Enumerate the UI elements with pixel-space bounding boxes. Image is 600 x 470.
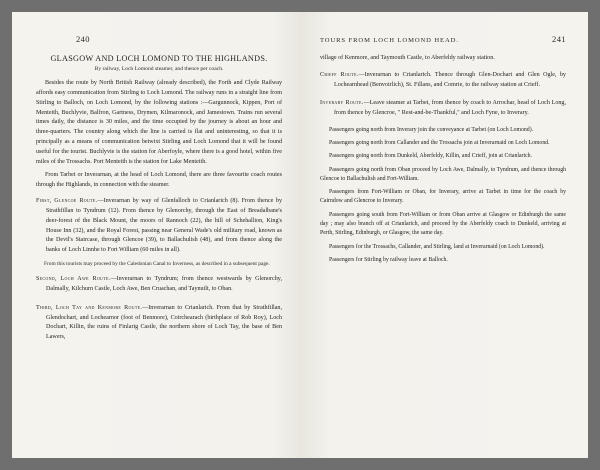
- page-header-right: [320, 34, 566, 44]
- note-item: Passengers going south from Fort-William or from Oban arrive at Glasgow or Edinburgh the same day ; may also branch off at Crianlarich, and proceed by the Aberfeldy coach to Dunkeld, arriving at Perth, Stirling, Edinburgh, or Glasgow, the same day.: [320, 211, 566, 237]
- running-head: TOURS FROM LOCH LOMOND HEAD.: [320, 37, 459, 44]
- page-number-left: 240: [76, 34, 90, 44]
- route-label: Second, Loch Awe Route.: [36, 276, 111, 283]
- route-text: —Inverarnan to Crianlarich. From that by Strathfillan, Glendochart, and Lochearnor (foot of Benmore), Coirchearach (birthplace of Rob Roy), Loch Dochart, Killin, the ruins of Finlarig Castle, the northern shore of Loch Tay, the base of Ben Lawers,: [46, 304, 282, 341]
- continuation-paragraph: village of Kenmore, and Taymouth Castle, to Aberfeldy railway station.: [320, 55, 495, 61]
- route-text: —Leave steamer at Tarbet, from thence by coach to Arrochar, head of Loch Long, from thence by Glencroe, " Rest-and-be-Thankful," and Loch Fyne, to Inverary.: [334, 100, 566, 117]
- body-paragraph: Besides the route by North British Railway (already described), the Forth and Clyde Railway affords easy communication from Stirling to Loch Lomond. The railway runs in a straight line from Stirling to Balloch, on Loch Lomond, by the following stations :—Gargunnock, Kippen, Port of Menteith, Buchlyvie, Balfron, Gartness, Drymen, Kilmaronock, and Jamestown. Trains run several times daily, the distance is 30 miles, and the time occupied by the journey is about an hour and three-quarters. The country along which the line is carried is flat and uninteresting, so that it is principally as a means of communication betwixt Stirling and Loch Lomond that it will be found useful for the tourist. Buchlyvie is the station for Aberfoyle, where there is a good hotel, within five miles of the Trossachs. Port Menteith is the station for Lake Menteith.: [36, 80, 282, 165]
- note-item: Passengers for the Trossachs, Callander, and Stirling, land at Inverarnaid (on Loch Lomond).: [329, 243, 545, 250]
- note-item: Passengers going north from Dunkeld, Aberfeldy, Killin, and Crieff, join at Crianlarich.: [329, 153, 533, 160]
- route-label: Inverary Route.: [320, 100, 364, 107]
- route-label: Third, Loch Tay and Kenmore Route.: [36, 304, 143, 311]
- right-page: [302, 12, 588, 458]
- route-list: [36, 197, 282, 342]
- route-entry: [36, 304, 282, 343]
- note-item: Passengers going north from Oban proceed by Loch Awe, Dalmally, to Tyndrum, and thence through Glencoe to Ballachulish and Fort-William.: [320, 166, 566, 182]
- route-text: —Inverarnan by way of Glenfalloch to Crianlarich (8). From thence by Strathfillan to Tyndrum (12). From thence by Glenorchy, through the East of Breadalbane's deer-forest of the Black Mount, the moors of Rannoch (22), the hill of Schehallion, King's House Inn (32), and the Royal Forest, passing near General Wade's old military road, known as the Devil's Staircase, through Glencoe (39), to Ballachulish (48), and from thence along the banks of Loch Linnhe to Fort William (60 miles in all).: [46, 198, 282, 254]
- route-text: —Inverarnan to Tyndrum; from thence westwards by Glenorchy, Dalmally, Kilchurn Castle, Loch Awe, Ben Cruachan, and Taynuilt, to Oban.: [46, 276, 282, 293]
- route-list: [320, 71, 566, 119]
- note-item: Passengers for Stirling by railway leave at Balloch.: [329, 256, 448, 263]
- route-entry: [36, 275, 282, 295]
- page-title: GLASGOW AND LOCH LOMOND TO THE HIGHLANDS.: [50, 54, 268, 63]
- route-text: —Inverarnan to Crianlarich. Thence through Glen-Dochart and Glen Ogle, by Lochearnhead (Benvoirlich), St. Fillans, and Comrie, to the railway station at Crieff.: [334, 71, 566, 88]
- left-page: [12, 12, 302, 458]
- route-label: Crieff Route.: [320, 71, 359, 78]
- notes-list: [320, 126, 566, 265]
- page-subtitle: By railway, Loch Lomond steamer, and thence per coach.: [94, 66, 224, 72]
- note-item: Passengers from Fort-William or Oban, for Inverary, arrive at Tarbet in time for the coach by Cairndow and Glencroe to Inverary.: [320, 189, 566, 205]
- note-item: Passengers going north from Inverary join the conveyance at Tarbet (on Loch Lomond).: [329, 126, 534, 133]
- route-label: First, Glencoe Route.: [36, 198, 98, 205]
- route-note: From this tourists may proceed by the Caledonian Canal to Inverness, as described in a subsequent page.: [44, 260, 270, 267]
- route-entry: [320, 71, 566, 91]
- route-entry: [36, 197, 282, 256]
- page-number-right: 241: [552, 34, 566, 44]
- route-entry: [320, 99, 566, 119]
- note-item: Passengers going north from Callander and the Trossachs join at Inverarnaid on Loch Lomond.: [329, 140, 550, 147]
- body-paragraph: From Tarbet or Inverarnan, at the head of Loch Lomond, there are three favourite coach routes through the Highlands, in connection with the steamer.: [36, 171, 282, 188]
